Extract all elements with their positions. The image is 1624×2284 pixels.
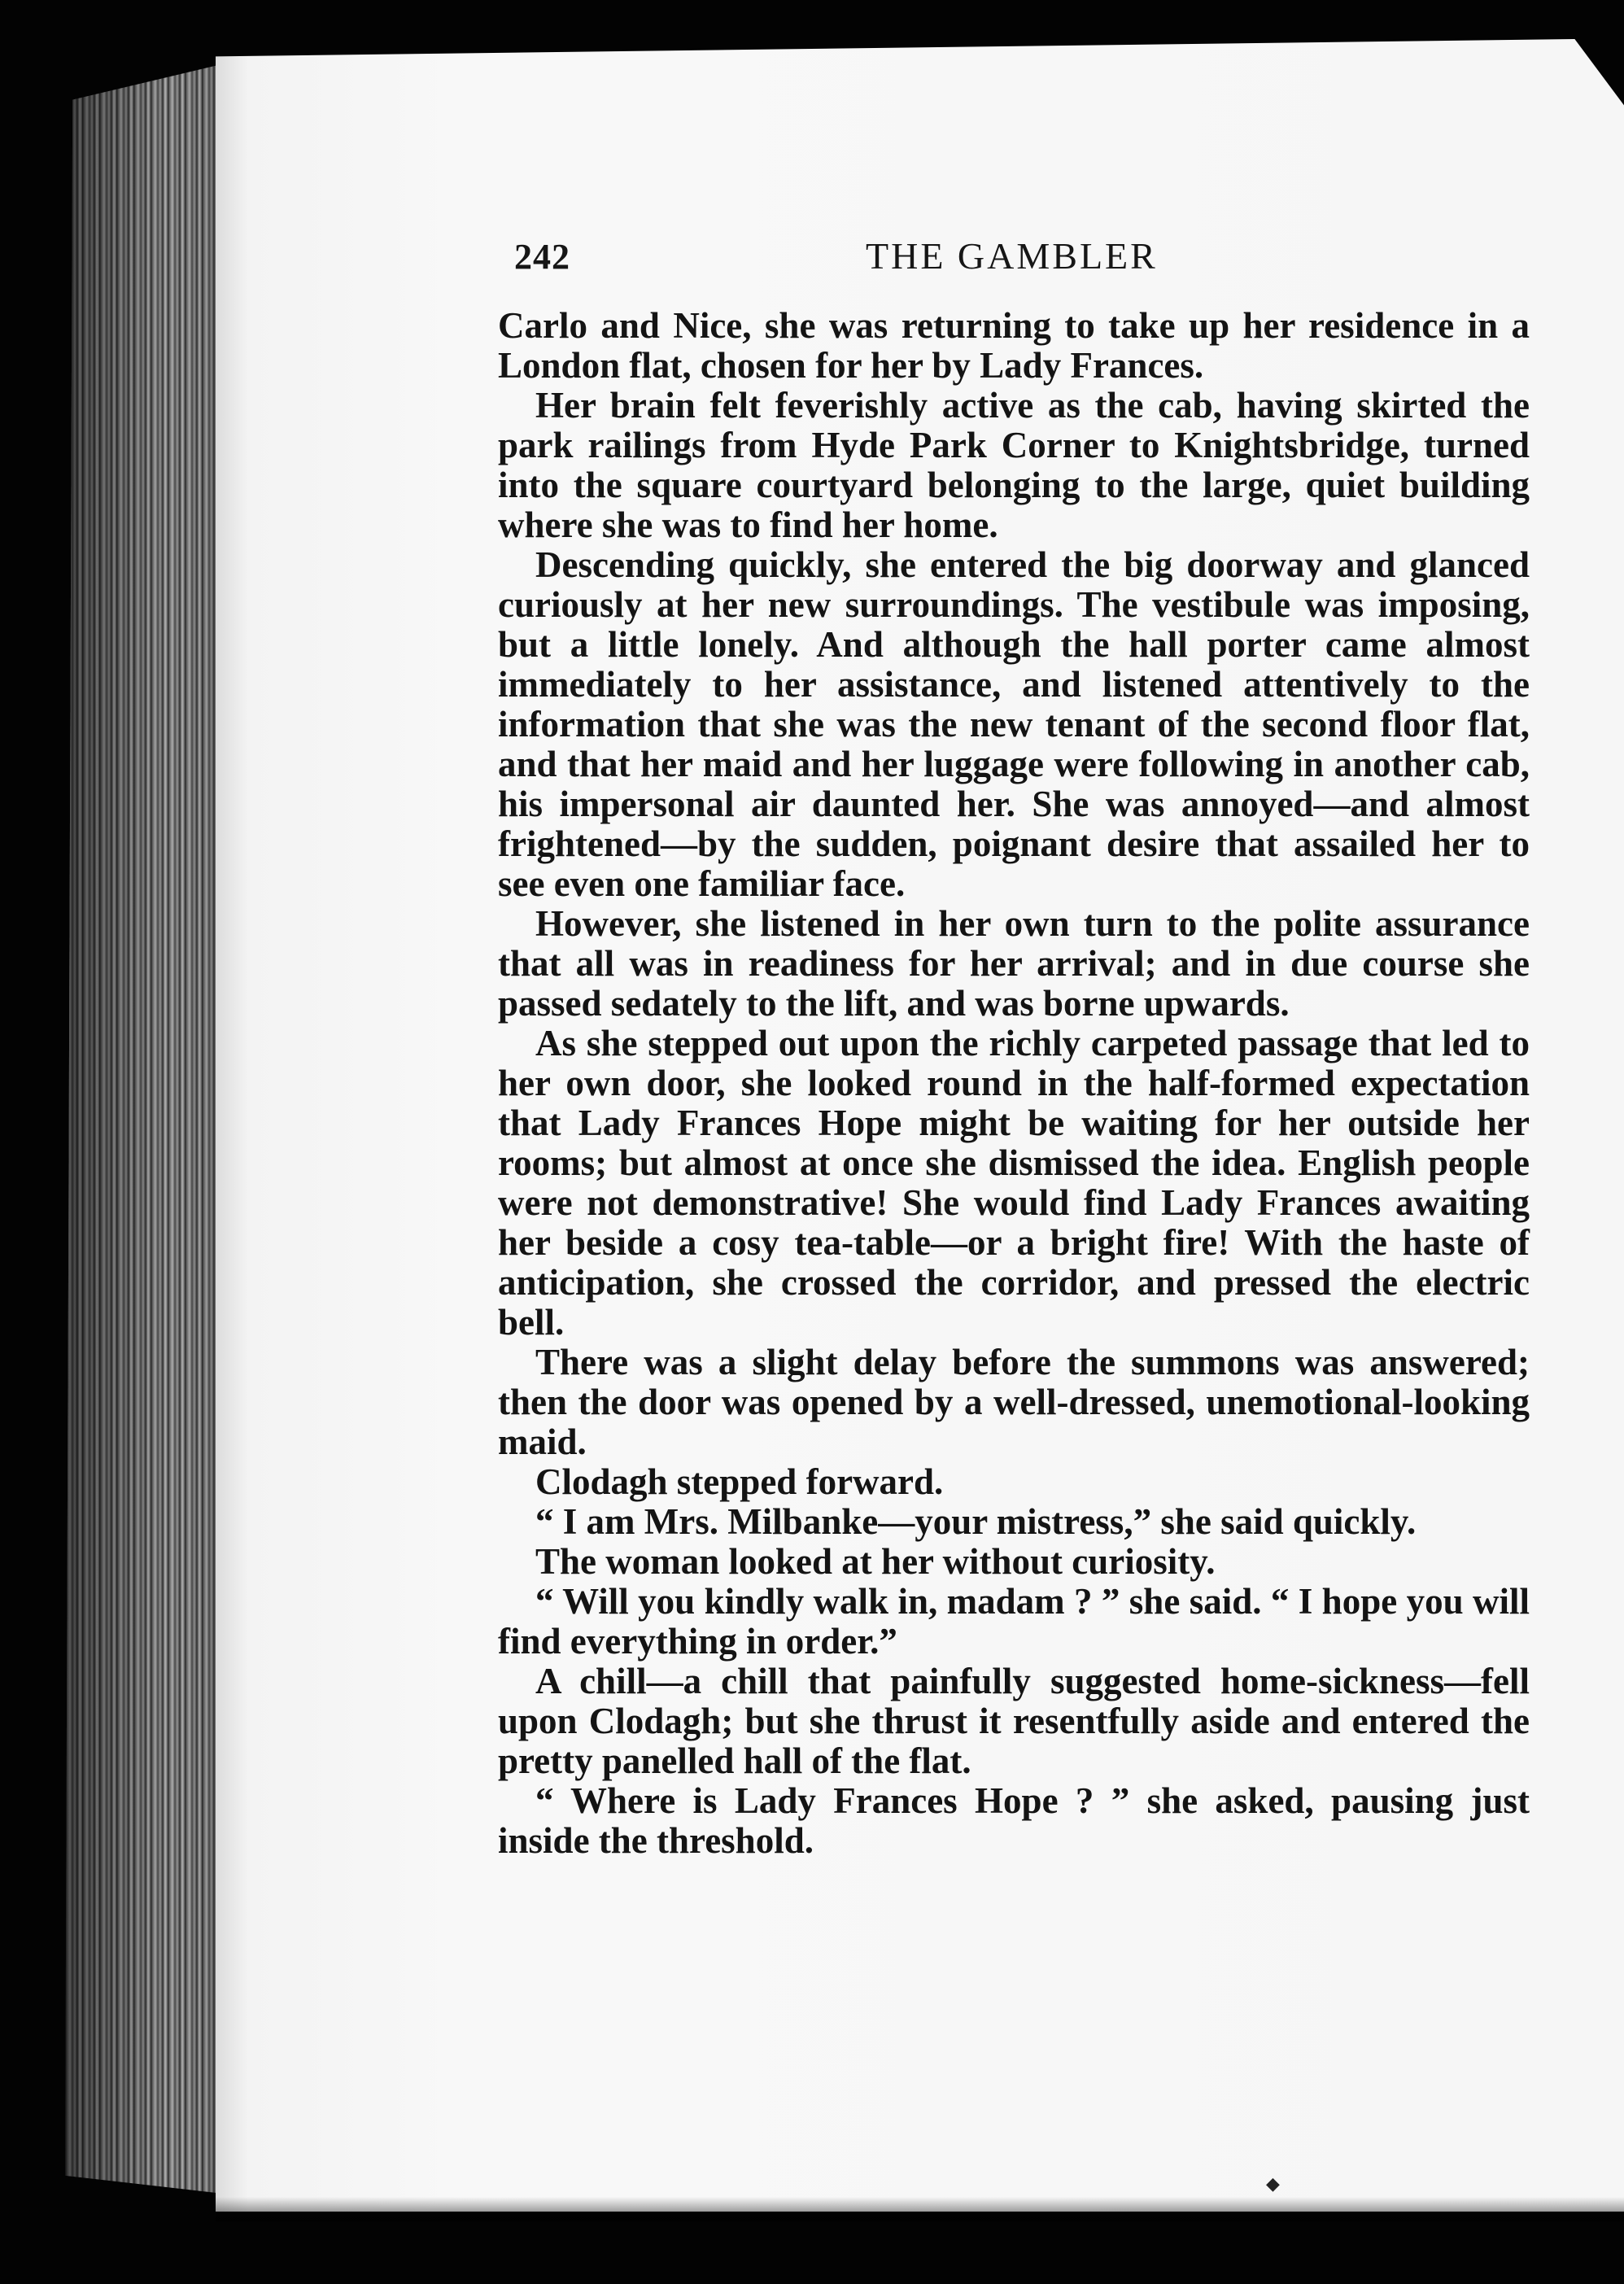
printer-mark: ◆: [1266, 2174, 1280, 2194]
page-number: 242: [514, 237, 570, 277]
paragraph-1: Carlo and Nice, she was returning to take up her residence in a London flat, chosen for her by Lady Frances.: [498, 305, 1530, 386]
paragraph-6: There was a slight delay before the summons was answered; then the door was opened by a well-dressed, unemotional-looking maid.: [498, 1342, 1530, 1462]
paragraph-3: Descending quickly, she entered the big doorway and glanced curiously at her new surroundings. The vestibule was imposing, but a little lonely. And although the hall porter came almost immediately to her assistance, and listened attentively to the information that she was the new tenant of the second floor flat, and that her maid and her luggage were following in another cab, his impersonal air daunted her. She was annoyed—and almost frightened—by the sudden, poignant desire that assailed her to see even one familiar face.: [498, 544, 1530, 904]
paragraph-12: “ Where is Lady Frances Hope ? ” she asked, pausing just inside the threshold.: [498, 1780, 1530, 1861]
paragraph-2: Her brain felt feverishly active as the cab, having skirted the park railings from Hyde Park Corner to Knightsbridge, turned into the square courtyard belonging to the large, quiet building where she was to find her home.: [498, 385, 1530, 545]
paragraph-5: As she stepped out upon the richly carpeted passage that led to her own door, she looked round in the half-formed expectation that Lady Frances Hope might be waiting for her outside her rooms; but almost at once she dismissed the idea. English people were not demonstrative! She would find Lady Frances awaiting her beside a cosy tea-table—or a bright fire! With the haste of anticipation, she crossed the corridor, and pressed the electric bell.: [498, 1023, 1530, 1343]
page-bottom-shadow: [216, 2197, 1624, 2221]
paragraph-9: The woman looked at her without curiosity.: [535, 1541, 1216, 1582]
running-head: [514, 234, 1515, 283]
paragraph-8: “ I am Mrs. Milbanke—your mistress,” she said quickly.: [535, 1501, 1417, 1542]
paragraph-11: A chill—a chill that painfully suggested home-sickness—fell upon Clodagh; but she thrust it resentfully aside and entered the pretty panelled hall of the flat.: [498, 1661, 1530, 1781]
running-title: THE GAMBLER: [866, 235, 1158, 277]
paragraph-7: Clodagh stepped forward.: [535, 1461, 944, 1502]
paragraph-10: “ Will you kindly walk in, madam ? ” she said. “ I hope you will find everything in order.”: [498, 1581, 1530, 1662]
paragraph-4: However, she listened in her own turn to the polite assurance that all was in readiness for her arrival; and in due course she passed sedately to the lift, and was borne upwards.: [498, 903, 1530, 1024]
body-text: [498, 306, 1530, 1861]
